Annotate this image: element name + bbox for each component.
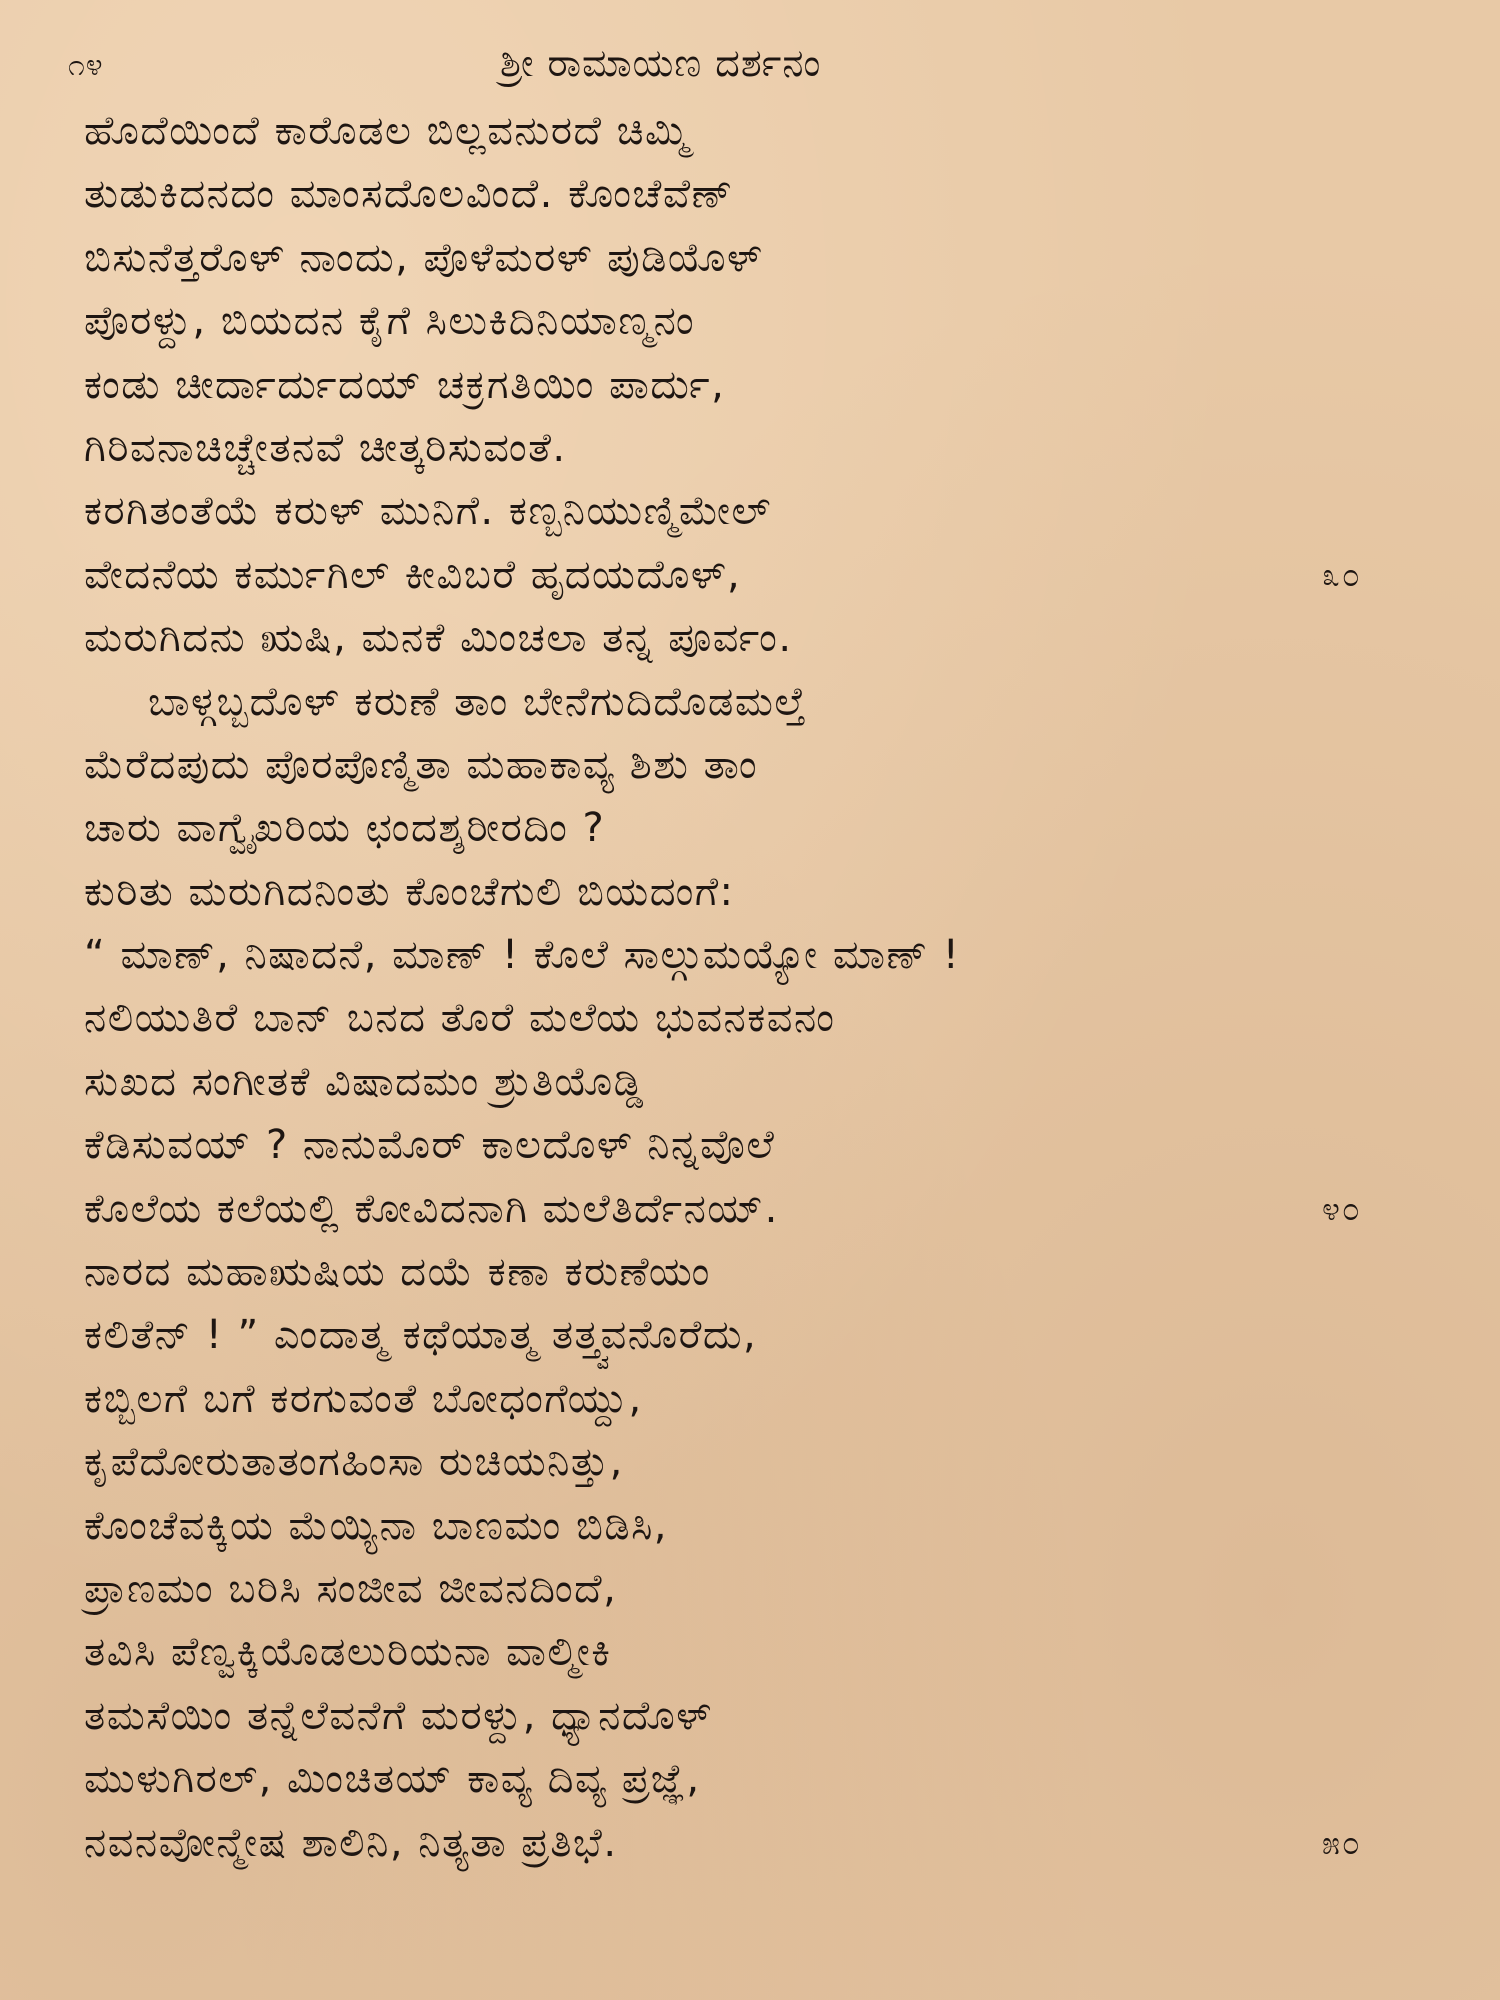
verse-line [0, 861, 1500, 924]
verse-line-text: ನಾರದ ಮಹಾಋಷಿಯ ದಯೆ ಕಣಾ ಕರುಣೆಯಂ [84, 1249, 711, 1296]
verse-line-text: ಕಲಿತೆನ್ ! ” ಎಂದಾತ್ಮ ಕಥೆಯಾತ್ಮ ತತ್ತ್ವವನೊರೆದು, [84, 1312, 758, 1359]
verse-line-text: ಸುಖದ ಸಂಗೀತಕೆ ವಿಷಾದಮಂ ಶ್ರುತಿಯೊಡ್ಡಿ [84, 1058, 645, 1105]
verse-line-text: ಕರಗಿತಂತೆಯೆ ಕರುಳ್ ಮುನಿಗೆ. ಕಣ್ಬನಿಯುಣ್ಮಿಮೇಲ್ [84, 488, 772, 535]
verse-line [0, 1368, 1500, 1431]
line-number: ೫೦ [1322, 1823, 1362, 1862]
verse-line [0, 1621, 1500, 1684]
line-number: ೪೦ [1322, 1189, 1362, 1228]
verse-line [0, 100, 1500, 163]
verse-line-text: ಮುಳುಗಿರಲ್, ಮಿಂಚಿತಯ್ ಕಾವ್ಯ ದಿವ್ಯ ಪ್ರಜ್ಞೆ, [84, 1756, 701, 1803]
verse-line [0, 290, 1500, 353]
verse-line-text: ಮರುಗಿದನು ಋಷಿ, ಮನಕೆ ಮಿಂಚಲಾ ತನ್ನ ಪೂರ್ವಂ. [84, 615, 793, 662]
verse-line-text: ವೇದನೆಯ ಕರ್ಮುಗಿಲ್ ಕೀವಿಬರೆ ಹೃದಯದೊಳ್, [84, 551, 742, 598]
verse-line [0, 1051, 1500, 1114]
running-head [0, 28, 1500, 98]
verse-line [0, 1178, 1500, 1241]
verse-line-text: ಪೊರಳ್ದು, ಬಿಯದನ ಕೈಗೆ ಸಿಲುಕಿದಿನಿಯಾಣ್ಮನಂ [84, 298, 696, 345]
verse-line-text: ತುಡುಕಿದನದಂ ಮಾಂಸದೊಲವಿಂದೆ. ಕೊಂಚೆವೆಣ್ [84, 171, 734, 218]
verse-line-text: ಹೊದೆಯಿಂದೆ ಕಾರೊಡಲ ಬಿಲ್ಲವನುರದೆ ಚಿಮ್ಮಿ [84, 108, 691, 154]
verse-line-text: ಕಂಡು ಚೀರ್ದಾರ್ದುದಯ್ ಚಕ್ರಗತಿಯಿಂ ಪಾರ್ದು, [84, 361, 726, 408]
verse-line [0, 1812, 1500, 1875]
verse-line-text: ಕಬ್ಬಿಲಗೆ ಬಗೆ ಕರಗುವಂತೆ ಬೋಧಂಗೆಯ್ದು, [84, 1375, 643, 1422]
line-number: ೩೦ [1322, 555, 1362, 594]
verse-line-text: ಬಾಳ್ಗಬ್ಬದೊಳ್ ಕರುಣೆ ತಾಂ ಬೇನೆಗುದಿದೊಡಮಲ್ತೆ [148, 678, 807, 725]
verse-line-text: ತಮಸೆಯಿಂ ತನ್ನೆಲೆವನೆಗೆ ಮರಳ್ದು, ಧ್ಯಾನದೊಳ್ [84, 1692, 713, 1739]
verse-line [0, 607, 1500, 670]
verse-line-text: ಕುರಿತು ಮರುಗಿದನಿಂತು ಕೊಂಚೆಗುಲಿ ಬಿಯದಂಗೆ: [84, 868, 735, 915]
verse-line-text: ಗಿರಿವನಾಚಿಚ್ಚೇತನವೆ ಚೀತ್ಕರಿಸುವಂತೆ. [84, 424, 567, 471]
verse-line-text: ನಲಿಯುತಿರೆ ಬಾನ್ ಬನದ ತೊರೆ ಮಲೆಯ ಭುವನಕವನಂ [84, 995, 836, 1042]
verse-line-text: ಬಿಸುನೆತ್ತರೊಳ್ ನಾಂದು, ಪೊಳೆಮರಳ್ ಪುಡಿಯೊಳ್ [84, 234, 764, 281]
book-title: ಶ್ರೀ ರಾಮಾಯಣ ದರ್ಶನಂ [500, 41, 822, 85]
verse-line [0, 1304, 1500, 1367]
verse-line [0, 354, 1500, 417]
verse-line-text: ನವನವೋನ್ಮೇಷ ಶಾಲಿನಿ, ನಿತ್ಯತಾ ಪ್ರತಿಭೆ. [84, 1819, 618, 1866]
verse-line [0, 163, 1500, 226]
verse-line [0, 417, 1500, 480]
verse-line-text: ಪ್ರಾಣಮಂ ಬರಿಸಿ ಸಂಜೀವ ಜೀವನದಿಂದೆ, [84, 1565, 618, 1612]
verse-line [0, 734, 1500, 797]
verse-line-text: ಚಾರು ವಾಗ್ವೈಖರಿಯ ಛಂದಶ್ಶರೀರದಿಂ ? [84, 805, 606, 852]
verse-line-text: ಕೊಂಚೆವಕ್ಕಿಯ ಮೆಯ್ಯಿನಾ ಬಾಣಮಂ ಬಿಡಿಸಿ, [84, 1502, 669, 1549]
verse-line [0, 1495, 1500, 1558]
verse-line-text: “ ಮಾಣ್, ನಿಷಾದನೆ, ಮಾಣ್ ! ಕೊಲೆ ಸಾಲ್ಗುಮಯ್ಯೋ ಮಾಣ್ ! [84, 932, 961, 979]
verse-line-text: ಕೊಲೆಯ ಕಲೆಯಲ್ಲಿ ಕೋವಿದನಾಗಿ ಮಲೆತಿರ್ದೆನಯ್. [84, 1185, 779, 1232]
verse-line-text: ಮೆರೆದಪುದು ಪೊರಪೊಣ್ಮಿತಾ ಮಹಾಕಾವ್ಯ ಶಿಶು ತಾಂ [84, 741, 759, 788]
verse-line [0, 1685, 1500, 1748]
verse-line [0, 544, 1500, 607]
verse-line [0, 1748, 1500, 1811]
verse-line [0, 671, 1500, 734]
verse-line-text: ಕೃಪೆದೋರುತಾತಂಗಹಿಂಸಾ ರುಚಿಯನಿತ್ತು, [84, 1439, 624, 1486]
verse-line-text: ಕೆಡಿಸುವಯ್ ? ನಾನುಮೊರ್ ಕಾಲದೊಳ್ ನಿನ್ನವೊಲೆ [84, 1122, 776, 1169]
verse-line [0, 1114, 1500, 1177]
verse-line [0, 480, 1500, 543]
page-number: ೧೪ [68, 48, 104, 83]
verse-line [0, 1558, 1500, 1621]
verse-block [0, 100, 1500, 1875]
verse-line-text: ತವಿಸಿ ಪೆಣ್ವಕ್ಕಿಯೊಡಲುರಿಯನಾ ವಾಲ್ಮೀಕಿ [84, 1629, 612, 1676]
verse-line [0, 987, 1500, 1050]
verse-line [0, 924, 1500, 987]
verse-line [0, 797, 1500, 860]
verse-line [0, 1241, 1500, 1304]
verse-line [0, 227, 1500, 290]
verse-line [0, 1431, 1500, 1494]
